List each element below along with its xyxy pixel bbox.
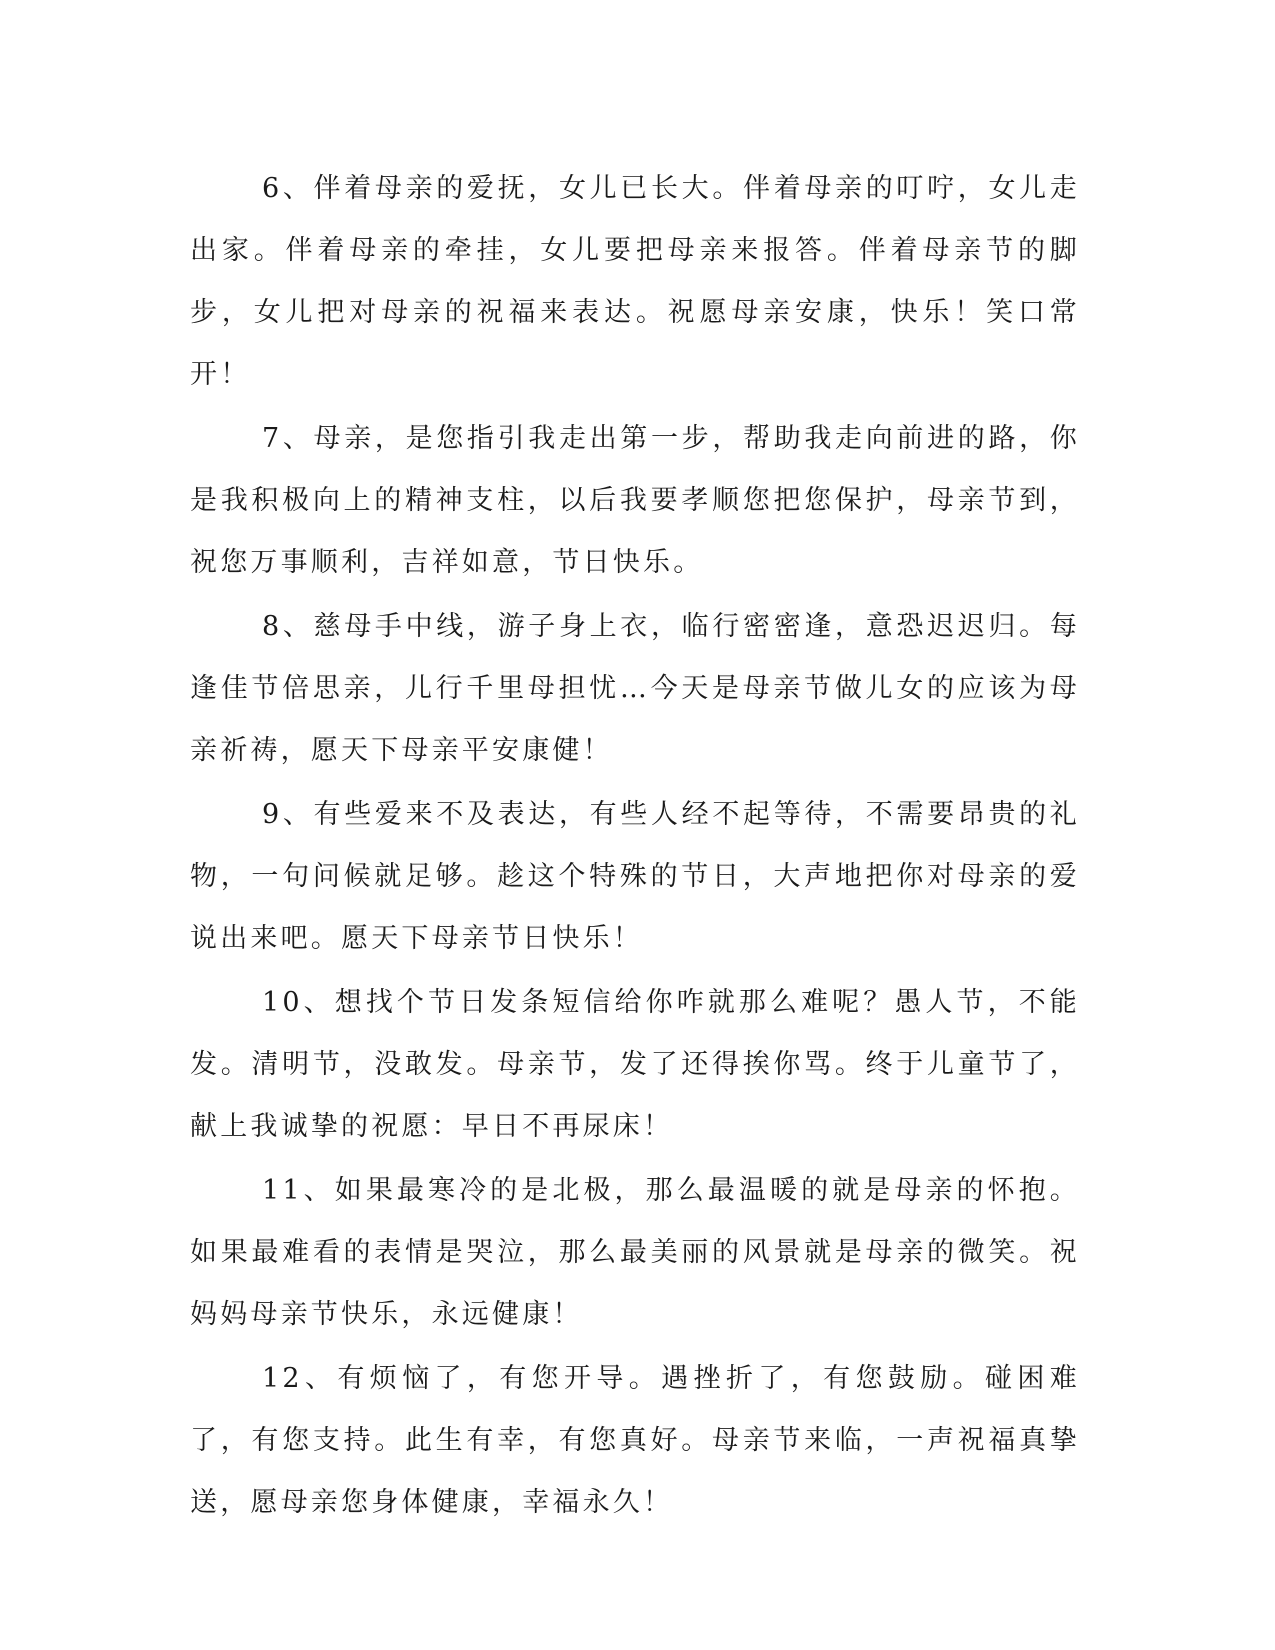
document-body [190,158,1080,1536]
paragraph-12: 12、有烦恼了，有您开导。遇挫折了，有您鼓励。碰困难了，有您支持。此生有幸，有您真好。母亲节来临，一声祝福真挚送，愿母亲您身体健康，幸福永久！ [190,1363,1080,1518]
paragraph-8: 8、慈母手中线，游子身上衣，临行密密逢，意恐迟迟归。每逢佳节倍思亲，儿行千里母担忧…今天是母亲节做儿女的应该为母亲祈祷，愿天下母亲平安康健！ [190,611,1080,766]
paragraph-10: 10、想找个节日发条短信给你咋就那么难呢？愚人节，不能发。清明节，没敢发。母亲节，发了还得挨你骂。终于儿童节了，献上我诚挚的祝愿：早日不再尿床！ [190,987,1080,1142]
paragraph-6: 6、伴着母亲的爱抚，女儿已长大。伴着母亲的叮咛，女儿走出家。伴着母亲的牵挂，女儿要把母亲来报答。伴着母亲节的脚步，女儿把对母亲的祝福来表达。祝愿母亲安康，快乐！笑口常开！ [190,173,1080,390]
paragraph-9: 9、有些爱来不及表达，有些人经不起等待，不需要昂贵的礼物，一句问候就足够。趁这个特殊的节日，大声地把你对母亲的爱说出来吧。愿天下母亲节日快乐！ [190,799,1080,954]
paragraph-11: 11、如果最寒冷的是北极，那么最温暖的就是母亲的怀抱。如果最难看的表情是哭泣，那么最美丽的风景就是母亲的微笑。祝妈妈母亲节快乐，永远健康！ [190,1175,1080,1330]
paragraph-7: 7、母亲，是您指引我走出第一步，帮助我走向前进的路，你是我积极向上的精神支柱，以后我要孝顺您把您保护，母亲节到，祝您万事顺利，吉祥如意，节日快乐。 [190,423,1080,578]
